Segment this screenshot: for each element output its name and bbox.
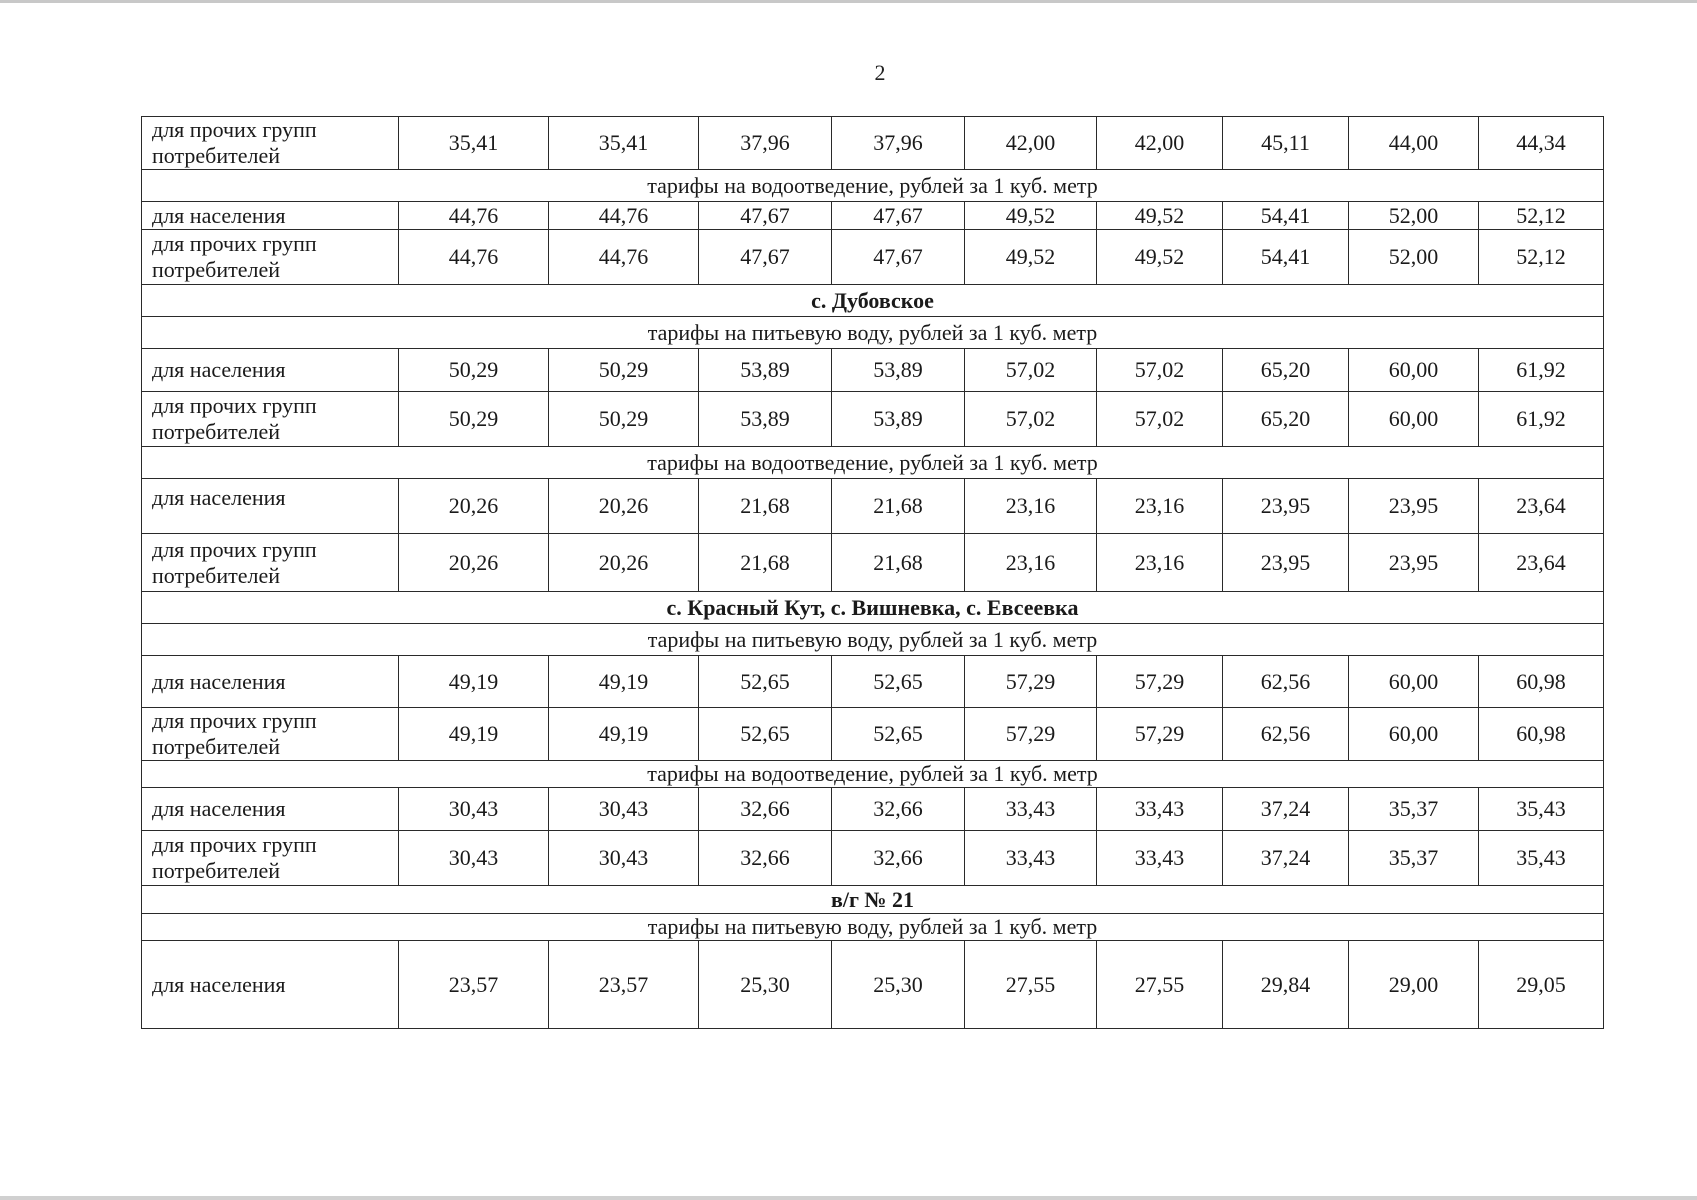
tariff-value: 60,98: [1479, 708, 1604, 761]
tariff-value: 49,19: [549, 708, 699, 761]
table-row: [142, 170, 1604, 202]
tariff-value: 21,68: [832, 479, 965, 534]
tariff-value: 65,20: [1223, 349, 1349, 392]
tariff-table: [141, 116, 1604, 1029]
tariff-value: 33,43: [965, 831, 1097, 886]
table-row: [142, 230, 1604, 285]
tariff-value: 23,57: [549, 941, 699, 1029]
tariff-value: 54,41: [1223, 202, 1349, 230]
tariff-value: 61,92: [1479, 392, 1604, 447]
tariff-value: 52,00: [1349, 230, 1479, 285]
tariff-value: 35,43: [1479, 788, 1604, 831]
tariff-value: 44,76: [399, 230, 549, 285]
tariff-value: 42,00: [1097, 117, 1223, 170]
tariff-value: 62,56: [1223, 656, 1349, 708]
tariff-value: 25,30: [832, 941, 965, 1029]
tariff-value: 44,76: [549, 202, 699, 230]
tariff-value: 49,52: [1097, 202, 1223, 230]
tariff-section-heading: тарифы на водоотведение, рублей за 1 куб. метр: [142, 761, 1604, 788]
tariff-value: 52,65: [699, 708, 832, 761]
tariff-value: 23,16: [965, 534, 1097, 592]
row-label: для прочих групп потребителей: [142, 230, 399, 285]
tariff-value: 20,26: [399, 479, 549, 534]
tariff-value: 57,02: [965, 392, 1097, 447]
tariff-value: 53,89: [699, 392, 832, 447]
tariff-section-heading: тарифы на водоотведение, рублей за 1 куб. метр: [142, 170, 1604, 202]
tariff-value: 25,30: [699, 941, 832, 1029]
tariff-value: 49,19: [399, 656, 549, 708]
tariff-value: 30,43: [549, 788, 699, 831]
tariff-value: 20,26: [399, 534, 549, 592]
tariff-table-body: [142, 117, 1604, 1029]
tariff-value: 21,68: [699, 534, 832, 592]
tariff-value: 60,00: [1349, 349, 1479, 392]
tariff-value: 57,02: [1097, 392, 1223, 447]
row-label: для прочих групп потребителей: [142, 708, 399, 761]
tariff-value: 23,95: [1349, 534, 1479, 592]
row-label: для прочих групп потребителей: [142, 117, 399, 170]
table-row: [142, 202, 1604, 230]
tariff-value: 52,65: [699, 656, 832, 708]
table-row: [142, 479, 1604, 534]
tariff-value: 30,43: [399, 788, 549, 831]
tariff-value: 50,29: [399, 392, 549, 447]
tariff-value: 65,20: [1223, 392, 1349, 447]
tariff-value: 57,29: [965, 656, 1097, 708]
tariff-value: 47,67: [699, 202, 832, 230]
tariff-value: 23,16: [965, 479, 1097, 534]
tariff-value: 53,89: [699, 349, 832, 392]
tariff-value: 37,96: [832, 117, 965, 170]
table-row: [142, 914, 1604, 941]
tariff-value: 62,56: [1223, 708, 1349, 761]
tariff-value: 37,24: [1223, 831, 1349, 886]
tariff-section-heading: тарифы на водоотведение, рублей за 1 куб. метр: [142, 447, 1604, 479]
tariff-value: 60,00: [1349, 392, 1479, 447]
tariff-value: 32,66: [699, 788, 832, 831]
table-row: [142, 117, 1604, 170]
row-label: для прочих групп потребителей: [142, 392, 399, 447]
settlement-heading: в/г № 21: [142, 886, 1604, 914]
tariff-value: 47,67: [832, 202, 965, 230]
table-row: [142, 761, 1604, 788]
tariff-value: 57,02: [1097, 349, 1223, 392]
tariff-value: 57,29: [1097, 708, 1223, 761]
tariff-value: 42,00: [965, 117, 1097, 170]
tariff-value: 52,65: [832, 708, 965, 761]
tariff-value: 52,12: [1479, 230, 1604, 285]
tariff-value: 57,02: [965, 349, 1097, 392]
table-row: [142, 624, 1604, 656]
settlement-heading: с. Красный Кут, с. Вишневка, с. Евсеевка: [142, 592, 1604, 624]
tariff-value: 23,64: [1479, 534, 1604, 592]
tariff-value: 35,43: [1479, 831, 1604, 886]
table-row: [142, 534, 1604, 592]
tariff-value: 32,66: [699, 831, 832, 886]
table-row: [142, 708, 1604, 761]
tariff-value: 23,95: [1223, 534, 1349, 592]
tariff-value: 20,26: [549, 534, 699, 592]
tariff-value: 54,41: [1223, 230, 1349, 285]
tariff-value: 33,43: [965, 788, 1097, 831]
table-row: [142, 656, 1604, 708]
tariff-value: 30,43: [549, 831, 699, 886]
tariff-value: 23,16: [1097, 534, 1223, 592]
tariff-section-heading: тарифы на питьевую воду, рублей за 1 куб. метр: [142, 317, 1604, 349]
tariff-value: 49,19: [399, 708, 549, 761]
row-label: для населения: [142, 349, 399, 392]
row-label: для населения: [142, 479, 399, 534]
scan-top-edge: [0, 0, 1697, 3]
tariff-value: 30,43: [399, 831, 549, 886]
tariff-value: 60,98: [1479, 656, 1604, 708]
tariff-value: 45,11: [1223, 117, 1349, 170]
tariff-value: 61,92: [1479, 349, 1604, 392]
table-row: [142, 886, 1604, 914]
tariff-value: 44,76: [399, 202, 549, 230]
tariff-value: 49,52: [965, 230, 1097, 285]
tariff-value: 27,55: [1097, 941, 1223, 1029]
tariff-value: 32,66: [832, 788, 965, 831]
tariff-value: 60,00: [1349, 708, 1479, 761]
tariff-value: 33,43: [1097, 831, 1223, 886]
tariff-value: 29,84: [1223, 941, 1349, 1029]
scan-bottom-edge: [0, 1196, 1697, 1200]
table-row: [142, 392, 1604, 447]
tariff-section-heading: тарифы на питьевую воду, рублей за 1 куб. метр: [142, 624, 1604, 656]
tariff-value: 35,37: [1349, 788, 1479, 831]
tariff-value: 33,43: [1097, 788, 1223, 831]
tariff-value: 49,19: [549, 656, 699, 708]
tariff-value: 47,67: [832, 230, 965, 285]
tariff-value: 35,41: [549, 117, 699, 170]
row-label: для населения: [142, 941, 399, 1029]
table-row: [142, 317, 1604, 349]
tariff-value: 53,89: [832, 392, 965, 447]
row-label: для прочих групп потребителей: [142, 534, 399, 592]
tariff-value: 50,29: [399, 349, 549, 392]
tariff-value: 23,64: [1479, 479, 1604, 534]
table-row: [142, 592, 1604, 624]
table-row: [142, 285, 1604, 317]
tariff-value: 57,29: [965, 708, 1097, 761]
tariff-value: 53,89: [832, 349, 965, 392]
tariff-value: 49,52: [1097, 230, 1223, 285]
tariff-value: 29,00: [1349, 941, 1479, 1029]
tariff-value: 37,96: [699, 117, 832, 170]
tariff-value: 23,16: [1097, 479, 1223, 534]
tariff-value: 44,76: [549, 230, 699, 285]
row-label: для населения: [142, 656, 399, 708]
row-label: для населения: [142, 788, 399, 831]
tariff-value: 50,29: [549, 349, 699, 392]
table-row: [142, 447, 1604, 479]
table-row: [142, 788, 1604, 831]
tariff-value: 52,12: [1479, 202, 1604, 230]
tariff-value: 37,24: [1223, 788, 1349, 831]
tariff-value: 52,00: [1349, 202, 1479, 230]
tariff-value: 44,34: [1479, 117, 1604, 170]
tariff-value: 60,00: [1349, 656, 1479, 708]
tariff-value: 21,68: [699, 479, 832, 534]
tariff-value: 21,68: [832, 534, 965, 592]
tariff-value: 29,05: [1479, 941, 1604, 1029]
tariff-value: 49,52: [965, 202, 1097, 230]
tariff-section-heading: тарифы на питьевую воду, рублей за 1 куб. метр: [142, 914, 1604, 941]
tariff-value: 50,29: [549, 392, 699, 447]
tariff-value: 23,95: [1223, 479, 1349, 534]
tariff-value: 44,00: [1349, 117, 1479, 170]
tariff-value: 32,66: [832, 831, 965, 886]
table-row: [142, 941, 1604, 1029]
table-row: [142, 831, 1604, 886]
settlement-heading: с. Дубовское: [142, 285, 1604, 317]
tariff-value: 35,37: [1349, 831, 1479, 886]
tariff-value: 23,95: [1349, 479, 1479, 534]
tariff-value: 57,29: [1097, 656, 1223, 708]
tariff-value: 20,26: [549, 479, 699, 534]
page-number: 2: [874, 60, 886, 85]
tariff-value: 23,57: [399, 941, 549, 1029]
table-row: [142, 349, 1604, 392]
tariff-value: 47,67: [699, 230, 832, 285]
row-label: для прочих групп потребителей: [142, 831, 399, 886]
tariff-value: 52,65: [832, 656, 965, 708]
tariff-value: 27,55: [965, 941, 1097, 1029]
row-label: для населения: [142, 202, 399, 230]
tariff-value: 35,41: [399, 117, 549, 170]
